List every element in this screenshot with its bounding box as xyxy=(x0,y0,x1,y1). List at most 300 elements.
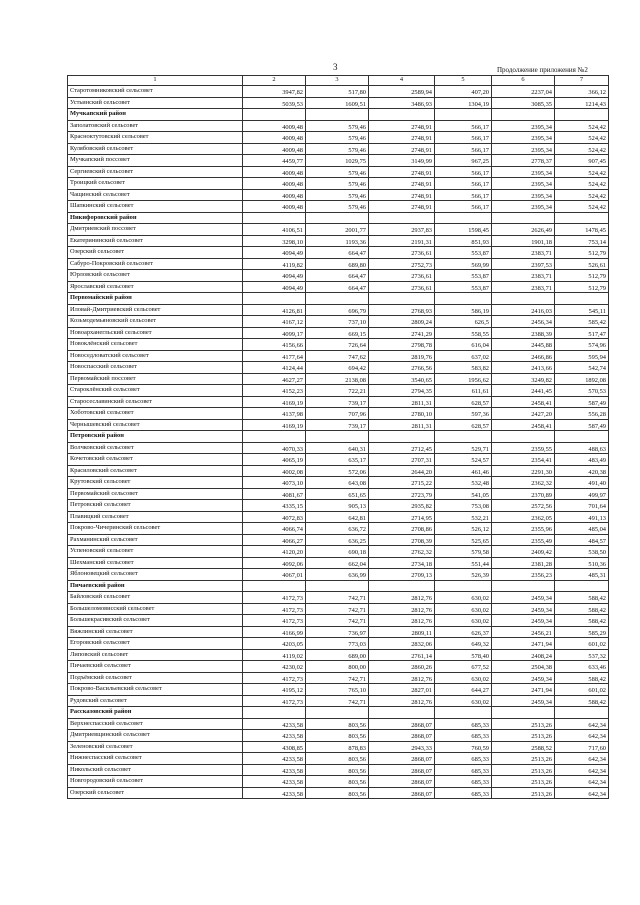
value-cell-col-6: 2383,71 xyxy=(492,270,555,282)
value-cell-col-4: 2860,26 xyxy=(369,661,435,673)
value-cell-col-7: 642,34 xyxy=(555,753,609,765)
settlement-name: Старосеславинский сельсовет xyxy=(68,396,243,408)
value-cell-col-6: 2513,26 xyxy=(492,718,555,730)
settlement-name: Дмитриевский поссовет xyxy=(68,224,243,236)
value-cell-col-6: 2395,34 xyxy=(492,166,555,178)
value-cell-col-7: 526,61 xyxy=(555,258,609,270)
value-cell-col-2: 4066,27 xyxy=(243,534,306,546)
value-cell-col-3: 579,46 xyxy=(306,189,369,201)
value-cell-col-6: 2458,41 xyxy=(492,419,555,431)
value-cell-col-3: 664,47 xyxy=(306,281,369,293)
table-row xyxy=(68,224,609,236)
value-cell-col-2: 4009,48 xyxy=(243,201,306,213)
value-cell-col-5: 628,57 xyxy=(435,396,492,408)
value-cell-col-6: 2395,34 xyxy=(492,143,555,155)
value-cell-col-7: 537,32 xyxy=(555,649,609,661)
value-cell-col-5: 526,39 xyxy=(435,569,492,581)
value-cell-col-6: 2370,89 xyxy=(492,488,555,500)
value-cell-col-7: 642,34 xyxy=(555,787,609,799)
table-row xyxy=(68,488,609,500)
value-cell-col-7: 512,79 xyxy=(555,247,609,259)
value-cell-col-4: 2827,01 xyxy=(369,684,435,696)
value-cell-col-2: 4094,49 xyxy=(243,270,306,282)
value-cell-col-6: 2354,41 xyxy=(492,454,555,466)
value-cell-col-5: 967,25 xyxy=(435,155,492,167)
value-cell-col-4: 2868,07 xyxy=(369,718,435,730)
value-cell-col-6: 2513,26 xyxy=(492,730,555,742)
value-cell-col-4: 2943,33 xyxy=(369,741,435,753)
table-row xyxy=(68,776,609,788)
value-cell-col-3: 690,18 xyxy=(306,546,369,558)
value-cell-col-7: 588,42 xyxy=(555,615,609,627)
value-cell-col-6: 2572,56 xyxy=(492,500,555,512)
value-cell-col-2: 4233,58 xyxy=(243,787,306,799)
value-cell-col-5: 569,99 xyxy=(435,258,492,270)
empty-cell xyxy=(435,431,492,443)
value-cell-col-7: 545,11 xyxy=(555,304,609,316)
settlement-name: Нижнеспасский сельсовет xyxy=(68,753,243,765)
settlement-name: Екатерининский сельсовет xyxy=(68,235,243,247)
value-cell-col-5: 630,02 xyxy=(435,672,492,684)
district-name: Рассказовский район xyxy=(68,707,243,719)
value-cell-col-3: 1029,75 xyxy=(306,155,369,167)
value-cell-col-4: 2819,76 xyxy=(369,350,435,362)
value-cell-col-2: 4120,20 xyxy=(243,546,306,558)
value-cell-col-6: 2355,49 xyxy=(492,534,555,546)
settlement-name: Заполатовский сельсовет xyxy=(68,120,243,132)
value-cell-col-3: 803,56 xyxy=(306,730,369,742)
value-cell-col-6: 2395,34 xyxy=(492,201,555,213)
table-row xyxy=(68,396,609,408)
empty-cell xyxy=(555,109,609,121)
table-body xyxy=(68,86,609,799)
value-cell-col-4: 2748,91 xyxy=(369,166,435,178)
table-row xyxy=(68,86,609,98)
value-cell-col-3: 651,65 xyxy=(306,488,369,500)
value-cell-col-4: 2708,86 xyxy=(369,523,435,535)
table-row xyxy=(68,442,609,454)
value-cell-col-3: 800,00 xyxy=(306,661,369,673)
value-cell-col-4: 2736,61 xyxy=(369,281,435,293)
appendix-caption: Продолжение приложения №2 xyxy=(497,66,588,74)
value-cell-col-5: 628,57 xyxy=(435,419,492,431)
value-cell-col-3: 689,80 xyxy=(306,258,369,270)
table-row xyxy=(68,569,609,581)
value-cell-col-7: 585,29 xyxy=(555,626,609,638)
table-row xyxy=(68,327,609,339)
value-cell-col-3: 2138,08 xyxy=(306,373,369,385)
empty-cell xyxy=(306,580,369,592)
value-cell-col-2: 4070,33 xyxy=(243,442,306,454)
value-cell-col-2: 4094,49 xyxy=(243,247,306,259)
value-cell-col-5: 407,20 xyxy=(435,86,492,98)
value-cell-col-5: 630,02 xyxy=(435,615,492,627)
value-cell-col-7: 588,42 xyxy=(555,672,609,684)
value-cell-col-7: 585,42 xyxy=(555,316,609,328)
column-header: 7 xyxy=(555,76,609,86)
value-cell-col-5: 566,17 xyxy=(435,189,492,201)
district-row xyxy=(68,212,609,224)
district-row xyxy=(68,293,609,305)
empty-cell xyxy=(555,580,609,592)
value-cell-col-3: 579,46 xyxy=(306,178,369,190)
value-cell-col-4: 2868,07 xyxy=(369,787,435,799)
value-cell-col-6: 3249,82 xyxy=(492,373,555,385)
value-cell-col-7: 1214,43 xyxy=(555,97,609,109)
table-row xyxy=(68,511,609,523)
empty-cell xyxy=(492,580,555,592)
value-cell-col-4: 2714,95 xyxy=(369,511,435,523)
table-row xyxy=(68,500,609,512)
value-cell-col-5: 578,40 xyxy=(435,649,492,661)
value-cell-col-3: 579,46 xyxy=(306,120,369,132)
value-cell-col-6: 1901,18 xyxy=(492,235,555,247)
value-cell-col-5: 685,33 xyxy=(435,764,492,776)
value-cell-col-3: 765,10 xyxy=(306,684,369,696)
empty-cell xyxy=(369,293,435,305)
value-cell-col-3: 664,47 xyxy=(306,247,369,259)
empty-cell xyxy=(492,212,555,224)
value-cell-col-2: 4009,48 xyxy=(243,189,306,201)
value-cell-col-6: 2383,71 xyxy=(492,281,555,293)
value-cell-col-7: 588,42 xyxy=(555,592,609,604)
table-row xyxy=(68,97,609,109)
value-cell-col-5: 529,71 xyxy=(435,442,492,454)
empty-cell xyxy=(306,212,369,224)
table-row xyxy=(68,672,609,684)
value-cell-col-6: 2381,28 xyxy=(492,557,555,569)
value-cell-col-3: 2001,77 xyxy=(306,224,369,236)
value-cell-col-2: 4195,12 xyxy=(243,684,306,696)
value-cell-col-7: 524,42 xyxy=(555,120,609,132)
value-cell-col-6: 2395,34 xyxy=(492,120,555,132)
value-cell-col-3: 694,42 xyxy=(306,362,369,374)
value-cell-col-7: 1478,45 xyxy=(555,224,609,236)
table-row xyxy=(68,201,609,213)
settlement-name: Новгородовский сельсовет xyxy=(68,776,243,788)
value-cell-col-3: 696,79 xyxy=(306,304,369,316)
value-cell-col-7: 588,42 xyxy=(555,603,609,615)
value-cell-col-3: 739,17 xyxy=(306,419,369,431)
value-cell-col-6: 2459,34 xyxy=(492,603,555,615)
district-name: Пичаевский район xyxy=(68,580,243,592)
value-cell-col-2: 4627,27 xyxy=(243,373,306,385)
table-row xyxy=(68,557,609,569)
district-name: Мучкапский район xyxy=(68,109,243,121)
table-row xyxy=(68,385,609,397)
value-cell-col-5: 630,02 xyxy=(435,695,492,707)
value-cell-col-3: 643,08 xyxy=(306,477,369,489)
settlement-name: Ярославский сельсовет xyxy=(68,281,243,293)
district-row xyxy=(68,109,609,121)
value-cell-col-3: 636,25 xyxy=(306,534,369,546)
value-cell-col-4: 3149,99 xyxy=(369,155,435,167)
settlement-name: Козьмодемьяновский сельсовет xyxy=(68,316,243,328)
value-cell-col-5: 551,44 xyxy=(435,557,492,569)
value-cell-col-5: 586,19 xyxy=(435,304,492,316)
settlement-name: Дмитриевщинский сельсовет xyxy=(68,730,243,742)
table-row xyxy=(68,615,609,627)
value-cell-col-2: 4156,66 xyxy=(243,339,306,351)
value-cell-col-6: 2513,26 xyxy=(492,764,555,776)
table-row xyxy=(68,281,609,293)
value-cell-col-7: 588,42 xyxy=(555,695,609,707)
value-cell-col-6: 2413,66 xyxy=(492,362,555,374)
value-cell-col-4: 2708,39 xyxy=(369,534,435,546)
value-cell-col-6: 2383,71 xyxy=(492,247,555,259)
value-cell-col-5: 566,17 xyxy=(435,178,492,190)
settlement-name: Зеленовский сельсовет xyxy=(68,741,243,753)
value-cell-col-2: 4172,73 xyxy=(243,695,306,707)
value-cell-col-2: 4169,19 xyxy=(243,396,306,408)
value-cell-col-3: 803,56 xyxy=(306,718,369,730)
value-cell-col-2: 4233,58 xyxy=(243,730,306,742)
value-cell-col-7: 499,97 xyxy=(555,488,609,500)
settlement-name: Первомайский поссовет xyxy=(68,373,243,385)
settlement-name: Старотомниковский сельсовет xyxy=(68,86,243,98)
empty-cell xyxy=(306,431,369,443)
value-cell-col-3: 517,80 xyxy=(306,86,369,98)
value-cell-col-3: 736,97 xyxy=(306,626,369,638)
value-cell-col-2: 3947,82 xyxy=(243,86,306,98)
value-cell-col-4: 2734,18 xyxy=(369,557,435,569)
value-cell-col-5: 566,17 xyxy=(435,201,492,213)
settlement-name: Озерский сельсовет xyxy=(68,247,243,259)
value-cell-col-7: 542,74 xyxy=(555,362,609,374)
value-cell-col-5: 461,46 xyxy=(435,465,492,477)
empty-cell xyxy=(369,109,435,121)
table-row xyxy=(68,465,609,477)
value-cell-col-3: 742,71 xyxy=(306,592,369,604)
value-cell-col-2: 4172,73 xyxy=(243,672,306,684)
value-cell-col-7: 524,42 xyxy=(555,166,609,178)
value-cell-col-7: 512,79 xyxy=(555,281,609,293)
value-cell-col-4: 2752,73 xyxy=(369,258,435,270)
column-header: 1 xyxy=(68,76,243,86)
value-cell-col-2: 4335,15 xyxy=(243,500,306,512)
value-cell-col-4: 2709,13 xyxy=(369,569,435,581)
table-row xyxy=(68,304,609,316)
table-row xyxy=(68,132,609,144)
settlement-name: Верхнеспасский сельсовет xyxy=(68,718,243,730)
value-cell-col-5: 541,05 xyxy=(435,488,492,500)
settlement-name: Чащинский сельсовет xyxy=(68,189,243,201)
value-cell-col-4: 2748,91 xyxy=(369,132,435,144)
value-cell-col-2: 4009,48 xyxy=(243,120,306,132)
value-cell-col-4: 2937,83 xyxy=(369,224,435,236)
value-cell-col-5: 626,5 xyxy=(435,316,492,328)
value-cell-col-4: 2762,32 xyxy=(369,546,435,558)
settlement-name: Сабуро-Покровский сельсовет xyxy=(68,258,243,270)
value-cell-col-2: 4126,81 xyxy=(243,304,306,316)
district-name: Никифоровский район xyxy=(68,212,243,224)
value-cell-col-5: 597,36 xyxy=(435,408,492,420)
empty-cell xyxy=(555,212,609,224)
value-cell-col-5: 1956,62 xyxy=(435,373,492,385)
table-row xyxy=(68,454,609,466)
settlement-name: Липовский сельсовет xyxy=(68,649,243,661)
settlement-name: Шехманский сельсовет xyxy=(68,557,243,569)
settlement-name: Староклёнский сельсовет xyxy=(68,385,243,397)
value-cell-col-3: 742,71 xyxy=(306,603,369,615)
value-cell-col-3: 572,06 xyxy=(306,465,369,477)
value-cell-col-6: 2626,49 xyxy=(492,224,555,236)
value-cell-col-4: 2715,22 xyxy=(369,477,435,489)
value-cell-col-2: 4203,05 xyxy=(243,638,306,650)
settlement-name: Новоарханегльский сельсовет xyxy=(68,327,243,339)
settlement-name: Озерский сельсовет xyxy=(68,787,243,799)
table-header-row xyxy=(68,76,609,86)
table-row xyxy=(68,730,609,742)
table-row xyxy=(68,603,609,615)
settlement-name: Троицкий сельсовет xyxy=(68,178,243,190)
value-cell-col-3: 579,46 xyxy=(306,143,369,155)
table-row xyxy=(68,362,609,374)
value-cell-col-3: 642,81 xyxy=(306,511,369,523)
value-cell-col-2: 4169,19 xyxy=(243,419,306,431)
value-cell-col-7: 538,50 xyxy=(555,546,609,558)
value-cell-col-3: 664,47 xyxy=(306,270,369,282)
value-cell-col-5: 579,58 xyxy=(435,546,492,558)
value-cell-col-2: 4233,58 xyxy=(243,718,306,730)
value-cell-col-7: 483,49 xyxy=(555,454,609,466)
empty-cell xyxy=(435,707,492,719)
table-row xyxy=(68,339,609,351)
value-cell-col-7: 524,42 xyxy=(555,201,609,213)
value-cell-col-2: 4067,01 xyxy=(243,569,306,581)
value-cell-col-2: 4073,10 xyxy=(243,477,306,489)
value-cell-col-4: 2811,31 xyxy=(369,396,435,408)
settlement-name: Первомайский сельсовет xyxy=(68,488,243,500)
value-cell-col-5: 611,61 xyxy=(435,385,492,397)
value-cell-col-3: 803,56 xyxy=(306,764,369,776)
value-cell-col-2: 4137,98 xyxy=(243,408,306,420)
column-header: 3 xyxy=(306,76,369,86)
empty-cell xyxy=(555,431,609,443)
value-cell-col-7: 601,02 xyxy=(555,684,609,696)
value-cell-col-2: 4072,83 xyxy=(243,511,306,523)
value-cell-col-6: 2513,26 xyxy=(492,787,555,799)
table-row xyxy=(68,787,609,799)
table-row xyxy=(68,178,609,190)
value-cell-col-4: 3540,65 xyxy=(369,373,435,385)
value-cell-col-5: 566,17 xyxy=(435,143,492,155)
value-cell-col-6: 2388,39 xyxy=(492,327,555,339)
table-row xyxy=(68,120,609,132)
settlement-name: Красиловский сельсовет xyxy=(68,465,243,477)
value-cell-col-7: 642,34 xyxy=(555,776,609,788)
value-cell-col-2: 4308,85 xyxy=(243,741,306,753)
table-row xyxy=(68,718,609,730)
value-cell-col-2: 4009,48 xyxy=(243,166,306,178)
value-cell-col-4: 2741,29 xyxy=(369,327,435,339)
empty-cell xyxy=(243,431,306,443)
value-cell-col-3: 905,13 xyxy=(306,500,369,512)
settlement-name: Покрово-Васильевский сельсовет xyxy=(68,684,243,696)
value-cell-col-3: 579,46 xyxy=(306,201,369,213)
value-cell-col-2: 4009,48 xyxy=(243,132,306,144)
value-cell-col-7: 642,34 xyxy=(555,730,609,742)
value-cell-col-7: 524,42 xyxy=(555,132,609,144)
value-cell-col-4: 2644,20 xyxy=(369,465,435,477)
empty-cell xyxy=(369,580,435,592)
value-cell-col-3: 742,71 xyxy=(306,695,369,707)
value-cell-col-2: 4124,44 xyxy=(243,362,306,374)
value-cell-col-2: 4172,73 xyxy=(243,592,306,604)
settlement-name: Волчковский сельсовет xyxy=(68,442,243,454)
value-cell-col-3: 1193,36 xyxy=(306,235,369,247)
settlement-name: Чернышевский сельсовет xyxy=(68,419,243,431)
value-cell-col-6: 2395,34 xyxy=(492,189,555,201)
value-cell-col-6: 2458,41 xyxy=(492,396,555,408)
value-cell-col-4: 2748,91 xyxy=(369,178,435,190)
value-cell-col-4: 2794,35 xyxy=(369,385,435,397)
value-cell-col-6: 3085,35 xyxy=(492,97,555,109)
empty-cell xyxy=(555,293,609,305)
value-cell-col-7: 907,45 xyxy=(555,155,609,167)
empty-cell xyxy=(369,707,435,719)
value-cell-col-2: 4099,17 xyxy=(243,327,306,339)
settlement-name: Подъёмский сельсовет xyxy=(68,672,243,684)
value-cell-col-6: 2588,52 xyxy=(492,741,555,753)
column-header: 6 xyxy=(492,76,555,86)
table-row xyxy=(68,235,609,247)
district-name: Петровский район xyxy=(68,431,243,443)
value-cell-col-5: 685,33 xyxy=(435,730,492,742)
table-row xyxy=(68,661,609,673)
value-cell-col-4: 2589,94 xyxy=(369,86,435,98)
settlement-name: Покрово-Чичеринский сельсовет xyxy=(68,523,243,535)
table-row xyxy=(68,684,609,696)
value-cell-col-6: 2395,34 xyxy=(492,132,555,144)
value-cell-col-3: 722,21 xyxy=(306,385,369,397)
value-cell-col-6: 2355,96 xyxy=(492,523,555,535)
value-cell-col-2: 4459,77 xyxy=(243,155,306,167)
table-row xyxy=(68,626,609,638)
settlement-name: Крутовский сельсовет xyxy=(68,477,243,489)
empty-cell xyxy=(369,212,435,224)
value-cell-col-5: 616,04 xyxy=(435,339,492,351)
empty-cell xyxy=(306,109,369,121)
value-cell-col-3: 742,71 xyxy=(306,615,369,627)
value-cell-col-3: 803,56 xyxy=(306,753,369,765)
value-cell-col-5: 1304,19 xyxy=(435,97,492,109)
value-cell-col-3: 579,46 xyxy=(306,132,369,144)
settlement-name: Новоспасский сельсовет xyxy=(68,362,243,374)
value-cell-col-4: 2748,91 xyxy=(369,143,435,155)
value-cell-col-6: 2471,94 xyxy=(492,638,555,650)
value-cell-col-5: 532,48 xyxy=(435,477,492,489)
value-cell-col-6: 2359,55 xyxy=(492,442,555,454)
value-cell-col-3: 635,17 xyxy=(306,454,369,466)
table-row xyxy=(68,270,609,282)
column-header: 4 xyxy=(369,76,435,86)
value-cell-col-5: 685,33 xyxy=(435,787,492,799)
table-row xyxy=(68,166,609,178)
value-cell-col-6: 2471,94 xyxy=(492,684,555,696)
value-cell-col-7: 570,53 xyxy=(555,385,609,397)
value-cell-col-7: 701,64 xyxy=(555,500,609,512)
value-cell-col-2: 4177,64 xyxy=(243,350,306,362)
value-cell-col-4: 2812,76 xyxy=(369,592,435,604)
value-cell-col-5: 525,65 xyxy=(435,534,492,546)
value-cell-col-6: 2397,53 xyxy=(492,258,555,270)
value-cell-col-4: 2798,78 xyxy=(369,339,435,351)
table-row xyxy=(68,741,609,753)
settlement-name: Новоклёнский сельсовет xyxy=(68,339,243,351)
value-cell-col-4: 2723,79 xyxy=(369,488,435,500)
settlement-name: Мучкапский поссовет xyxy=(68,155,243,167)
